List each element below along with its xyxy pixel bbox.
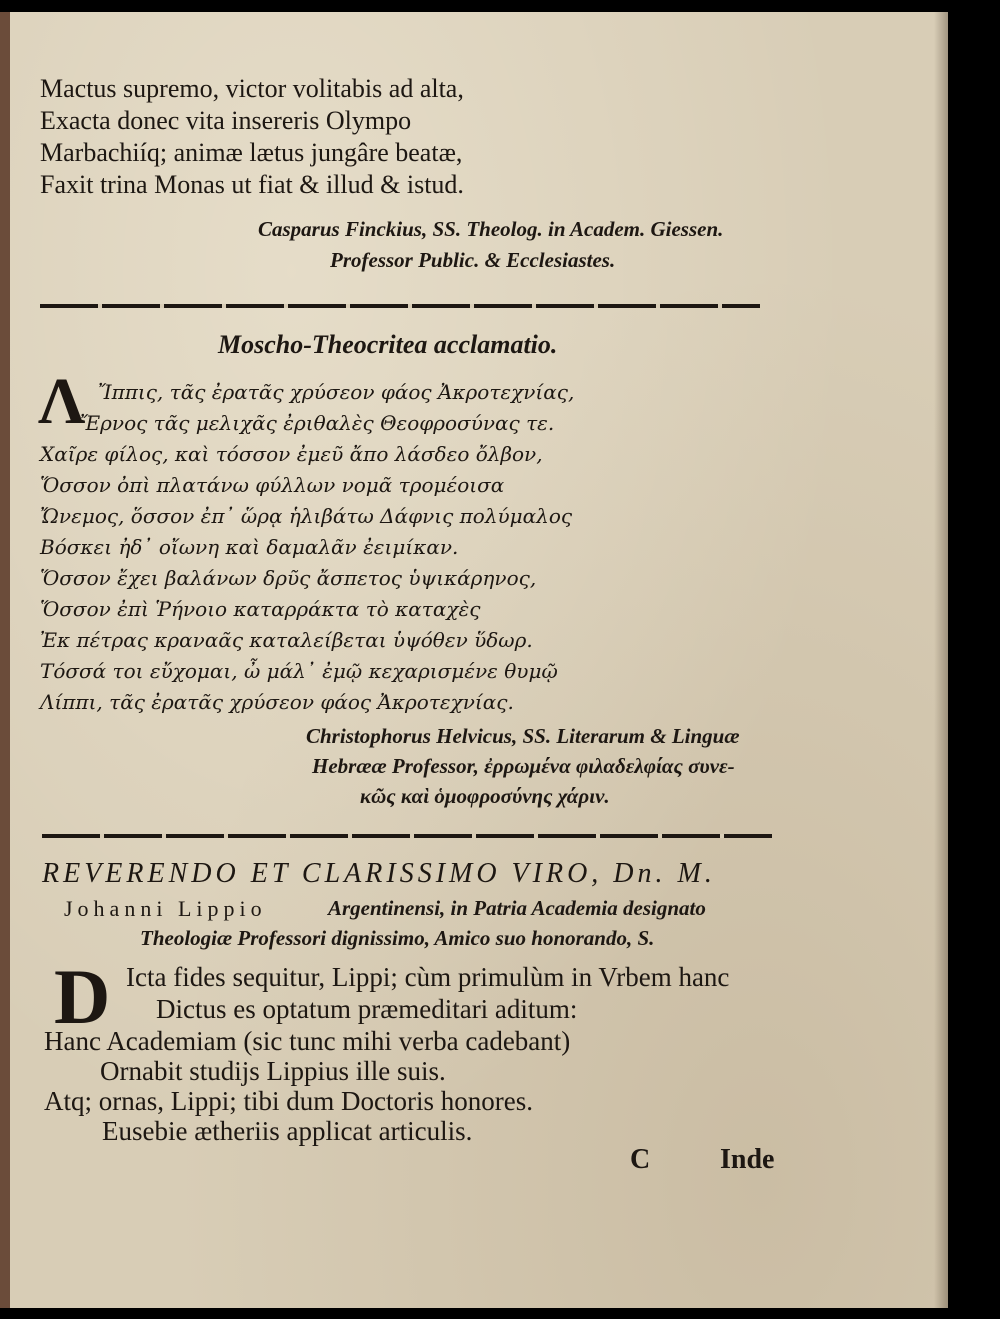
dedicatee-name: Johanni Lippio — [64, 896, 267, 921]
section-divider — [40, 304, 760, 308]
page-edge-shadow — [934, 12, 948, 1308]
drop-capital: Λ — [38, 365, 86, 438]
signature-helvicus-title-cont: κῶς καὶ ὁμοφροσύνης χάριν. — [360, 784, 610, 808]
dedication-verse: Atq; ornas, Lippi; tibi dum Doctoris honores. — [44, 1086, 533, 1116]
poem-line: Exacta donec vita insereris Olympo — [40, 106, 412, 135]
catchword: Inde — [720, 1144, 775, 1175]
dedication-verse: Eusebie ætheriis applicat articulis. — [102, 1116, 473, 1146]
greek-line: Λίππι, τᾶς ἐρατᾶς χρύσεον φάος Ἀκροτεχνίας. — [40, 690, 514, 714]
dedicatee-origin: Argentinensi, in Patria Academia designato — [328, 896, 706, 920]
signature-finck: Casparus Finckius, SS. Theolog. in Academ. Giessen. — [258, 217, 724, 241]
drop-capital: D — [54, 953, 111, 1040]
dedication-verse: Dictus es optatum præmeditari aditum: — [156, 994, 578, 1024]
dedication-verse: Hanc Academiam (sic tunc mihi verba cadebant) — [44, 1026, 571, 1056]
poem-line: Mactus supremo, victor volitabis ad alta, — [40, 74, 464, 103]
dedication-heading: REVERENDO ET CLARISSIMO VIRO, Dn. M. — [42, 858, 716, 889]
section-title: Moscho-Theocritea acclamatio. — [218, 330, 558, 359]
signature-helvicus: Christophorus Helvicus, SS. Literarum & Linguæ — [306, 724, 740, 748]
greek-line: Ἴππις, τᾶς ἐρατᾶς χρύσεον φάος Ἀκροτεχνίας, — [98, 380, 575, 404]
poem-line: Marbachiíq; animæ lætus jungâre beatæ, — [40, 138, 463, 167]
dedicatee-title: Theologiæ Professori dignissimo, Amico suo honorando, S. — [140, 926, 655, 950]
greek-line: Ὅσσον ὀπὶ πλατάνω φύλλων νομᾶ τρομέοισα — [40, 473, 505, 497]
greek-line: Ὅσσον ἔχει βαλάνων δρῦς ἄσπετος ὑψικάρηνος, — [40, 566, 537, 590]
book-page — [0, 12, 948, 1308]
signature-helvicus-title: Hebrææ Professor, ἐρρωμένα φιλαδελφίας συνε- — [312, 754, 735, 778]
dedication-verse: Icta fides sequitur, Lippi; cùm primulùm in Vrbem hanc — [126, 962, 730, 992]
greek-line: Ἔρνος τᾶς μελιχᾶς ἐριθαλὲς Θεοφροσύνας τε. — [80, 411, 555, 435]
greek-line: Ὅσσον ἐπὶ Ῥήνοιο καταρράκτα τὸ καταχὲς — [40, 597, 481, 621]
signature-mark: C — [630, 1144, 651, 1175]
greek-line: Ἐκ πέτρας κραναᾶς καταλείβεται ὑψόθεν ὕδωρ. — [40, 628, 533, 652]
greek-line: Βόσκει ἠδ᾽ οἴωνη καὶ δαμαλᾶν ἐειμίκαν. — [40, 535, 459, 559]
section-divider — [42, 834, 772, 838]
greek-line: Ὤνεμος, ὅσσον ἐπ᾽ ὥρᾳ ἡλιβάτω Δάφνις πολύμαλος — [40, 504, 573, 528]
greek-line: Τόσσά τοι εὔχομαι, ὦ μάλ᾽ ἐμῷ κεχαρισμένε θυμῷ — [40, 659, 558, 683]
greek-line: Χαῖρε φίλος, καὶ τόσσον ἐμεῦ ἄπο λάσδεο ὄλβον, — [40, 442, 543, 466]
dedication-verse: Ornabit studijs Lippius ille suis. — [100, 1056, 446, 1086]
poem-line: Faxit trina Monas ut fiat & illud & istud. — [40, 170, 464, 199]
signature-finck-title: Professor Public. & Ecclesiastes. — [330, 248, 616, 272]
